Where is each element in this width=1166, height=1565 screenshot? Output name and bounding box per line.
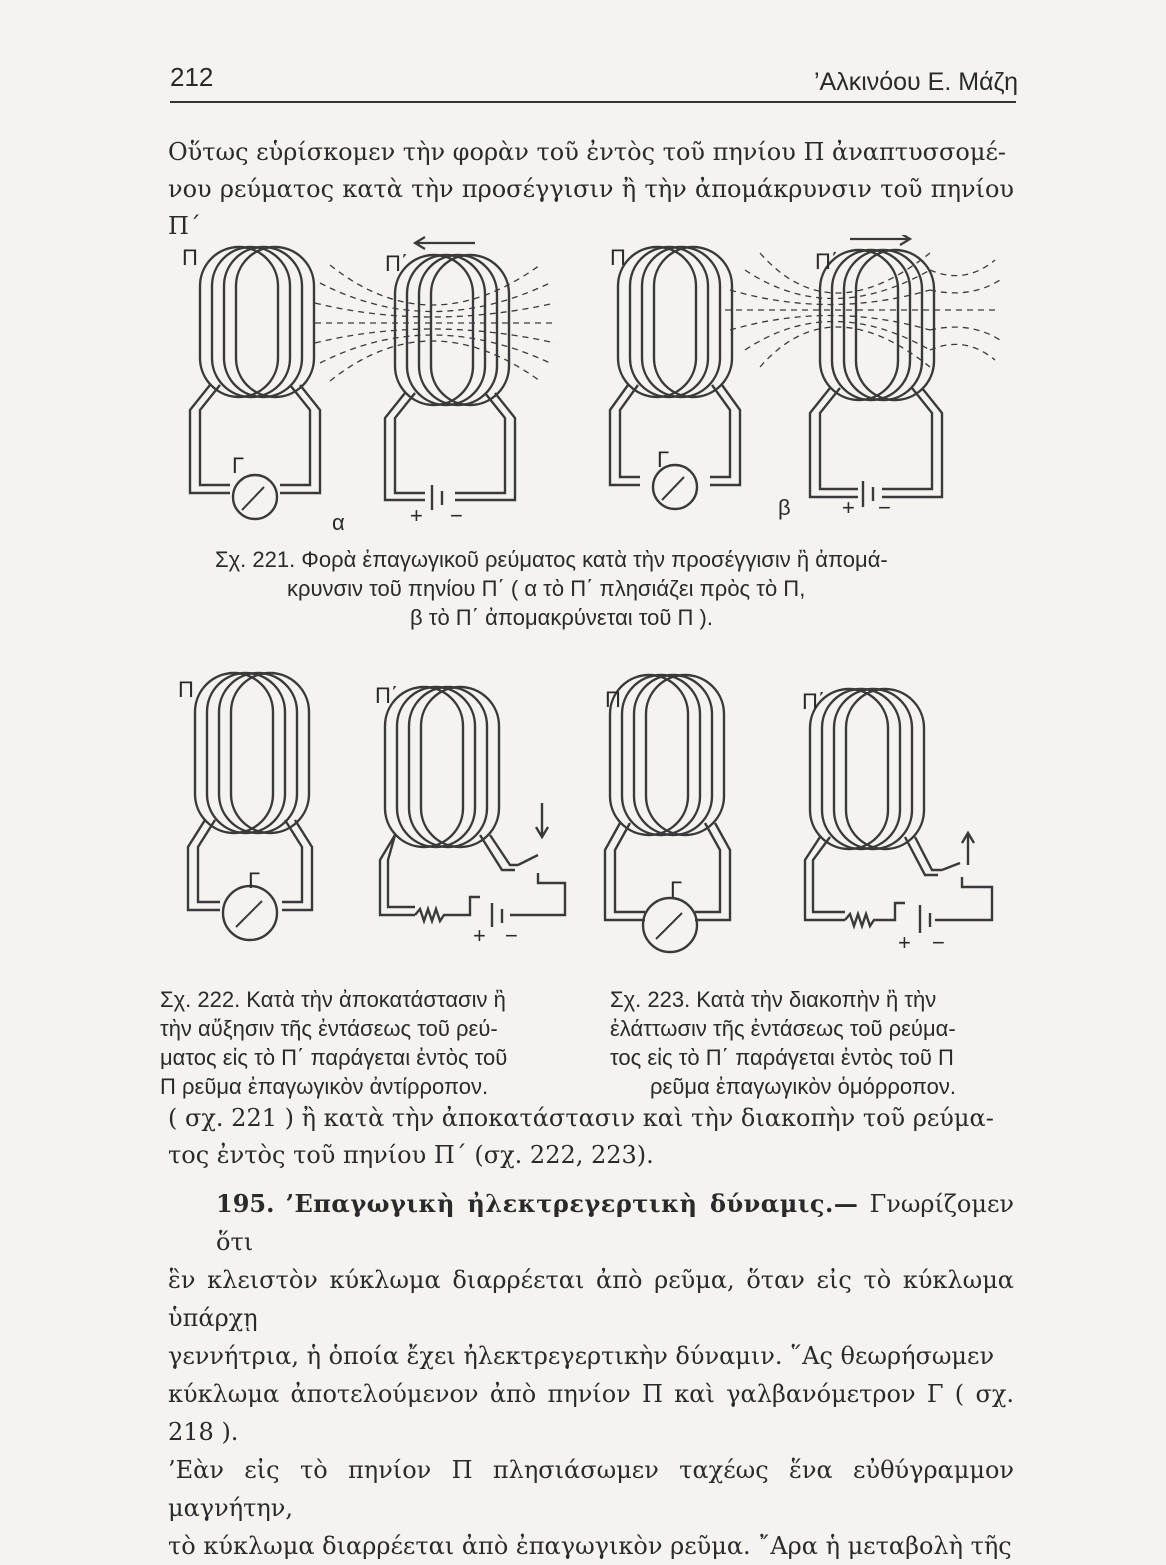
header-rule [170,101,1016,103]
coil-label: Π [178,677,194,702]
coil-7 [605,675,730,920]
caption-line: ἐλάττωσιν τῆς ἐντάσεως τοῦ ρεύμα- [610,1016,956,1041]
figure-222-caption [160,985,560,1101]
section-heading-line [168,1185,1014,1261]
caption-line: Σχ. 221. Φορὰ ἐπαγωγικοῦ ρεύματος κατὰ τὴν προσέγγισιν ἢ ἀπομά- [215,547,888,572]
coil-label: Π [610,245,626,270]
text-line: ’Εὰν εἰς τὸ πηνίον Π πλησιάσωμεν ταχέως ἕνα εὐθύγραμμον μαγνήτην, [168,1456,1014,1522]
battery-minus: − [932,930,945,955]
subfig-label-b: β [778,495,791,520]
text-line: ( σχ. 221 ) ἢ κατὰ τὴν ἀποκατάστασιν καὶ τὴν διακοπὴν τοῦ ρεύμα- [168,1104,994,1132]
text-line: κύκλωμα ἀποτελούμενον ἀπὸ πηνίον Π καὶ γαλβανόμετρον Γ ( σχ. 218 ). [168,1380,1014,1446]
caption-line: κρυνσιν τοῦ πηνίου Π΄ ( α τὸ Π΄ πλησιάζει πρὸς τὸ Π, [287,576,806,601]
galvanometer-label: Γ [670,877,683,902]
coil-6 [380,687,565,927]
figure-223-caption [610,985,1020,1101]
caption-line: ματος εἰς τὸ Π΄ παράγεται ἐντὸς τοῦ [160,1045,508,1070]
intro-paragraph [168,134,1014,245]
caption-line: Σχ. 223. Κατὰ τὴν διακοπὴν ἢ τὴν [610,987,937,1012]
figure-221 [170,235,1020,535]
caption-line: ρεῦμα ἐπαγωγικὸν ὁμόρροπον. [650,1074,956,1099]
caption-line: τος εἰς τὸ Π΄ παράγεται ἐντὸς τοῦ Π [610,1045,954,1070]
section-title: ’Επαγωγικὴ ἠλεκτρεγερτικὴ δύναμις.— [285,1189,859,1218]
coil-label: Π [605,687,621,712]
coil-label: Π [182,245,198,270]
page-number: 212 [170,62,214,92]
arrow-right-b [850,235,910,245]
galvanometer-label: Γ [248,868,261,893]
section-number: 195. [216,1189,275,1218]
section-195 [168,1185,1014,1565]
coil-2 [385,255,515,510]
field-lines-b [725,253,1000,367]
text-line: τὸ κύκλωμα διαρρέεται ἀπὸ ἐπαγωγικὸν ρεῦμα. ῎Αρα ἡ μεταβολὴ τῆς [168,1532,1012,1560]
coil-label: Π΄ [385,251,409,276]
text-line: τος ἐντὸς τοῦ πηνίου Π΄ (σχ. 222, 223). [168,1141,654,1169]
field-lines-a [315,265,555,381]
caption-line: Σχ. 222. Κατὰ τὴν ἀποκατάστασιν ἢ [160,987,506,1012]
continuation-paragraph [168,1100,1014,1174]
battery-minus: − [450,503,463,528]
caption-line: τὴν αὔξησιν τῆς ἐντάσεως τοῦ ρεύ- [160,1016,498,1041]
caption-line: β τὸ Π΄ ἀπομακρύνεται τοῦ Π ). [410,605,713,630]
caption-line: Π ρεῦμα ἐπαγωγικὸν ἀντίρροπον. [160,1074,489,1099]
coil-label: Π΄ [802,689,826,714]
coil-1 [190,247,320,493]
battery-plus: + [473,923,486,948]
battery-plus: + [410,503,423,528]
battery-plus: + [898,930,911,955]
text-line: Γνωρίζομεν ὅτι [216,1190,1014,1256]
coil-label: Π΄ [815,249,839,274]
coil-8 [805,689,992,933]
battery-minus: − [878,495,891,520]
coil-3 [610,247,740,485]
galvanometer-label: Γ [657,447,670,472]
text-line: ἓν κλειστὸν κύκλωμα διαρρέεται ἀπὸ ρεῦμα, ὅταν εἰς τὸ κύκλωμα ὑπάρχῃ [168,1266,1014,1332]
text-line: Οὕτως εὑρίσκομεν τὴν φορὰν τοῦ ἐντὸς τοῦ πηνίου Π ἀναπτυσσομέ- [168,138,1007,166]
battery-minus: − [505,923,518,948]
text-line: γεννήτρια, ἡ ὁποία ἔχει ἠλεκτρεγερτικὴν δύναμιν. ῞Ας θεωρήσωμεν [168,1342,995,1370]
text-line: νου ρεύματος κατὰ τὴν προσέγγισιν ἢ τὴν ἀπομάκρυνσιν τοῦ πηνίου Π΄ [168,175,1014,240]
subfig-label-a: α [332,510,345,535]
coil-label: Π΄ [375,683,399,708]
coil-4 [810,250,942,507]
arrow-left-a [415,237,475,249]
figure-221-caption [215,545,1005,632]
battery-plus: + [842,495,855,520]
galvanometer-label: Γ [232,453,245,478]
running-head-author: ’Αλκινόου Ε. Μάζη [813,68,1018,96]
figure-222-223 [170,665,1020,965]
